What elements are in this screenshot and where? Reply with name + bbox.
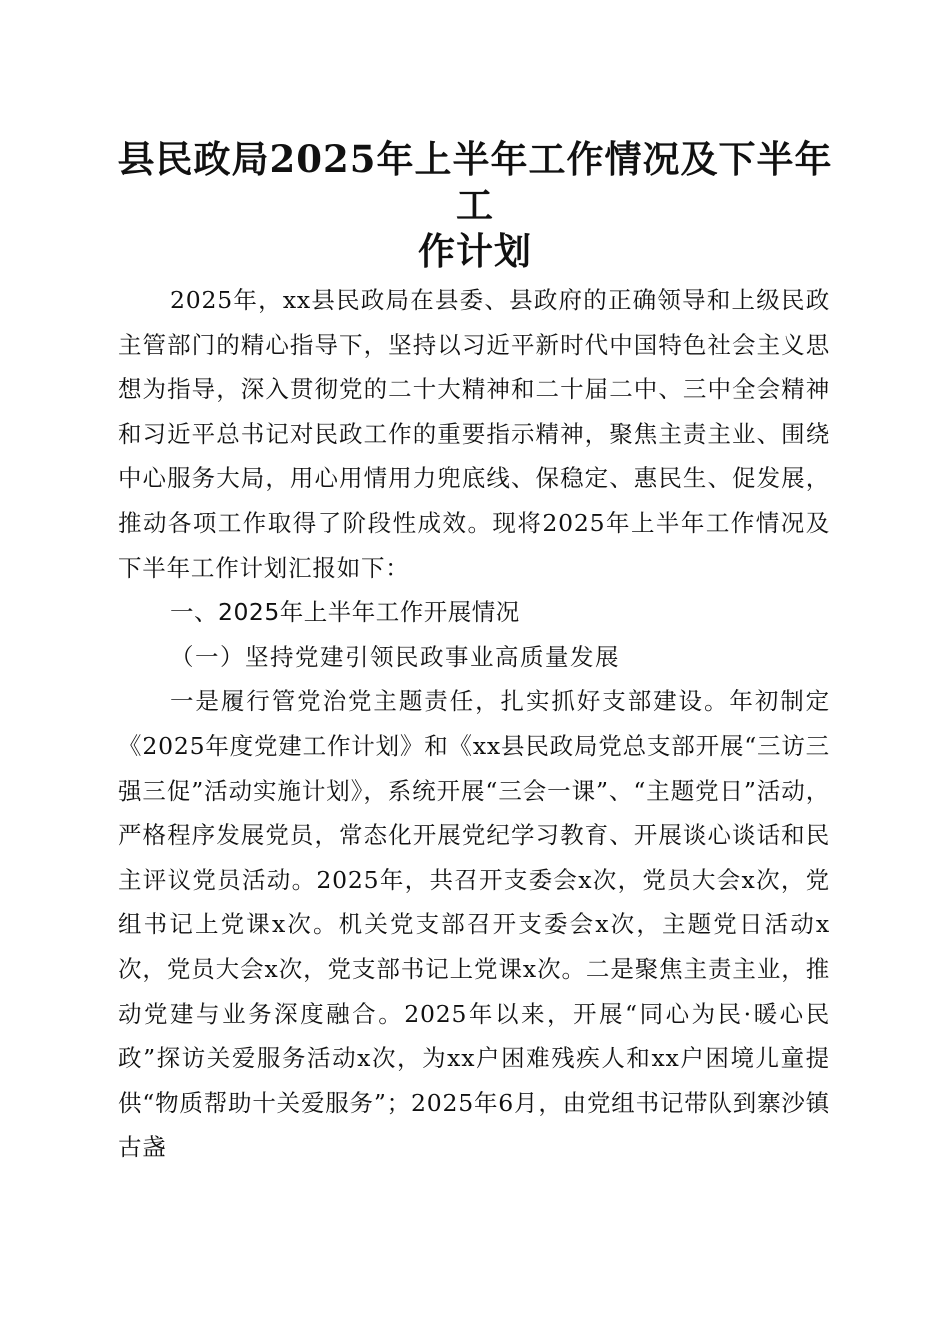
section-heading: 一、2025年上半年工作开展情况: [170, 598, 520, 627]
document-title-line-1: 县民政局2025年上半年工作情况及下半年工: [117, 137, 833, 227]
subsection-heading: （一）坚持党建引领民政事业高质量发展: [170, 642, 620, 671]
document-body: [118, 278, 830, 1170]
document-title-line-2: 作计划: [418, 229, 532, 273]
body-paragraph: 一是履行管党治党主题责任，扎实抓好支部建设。年初制定《2025年度党建工作计划》和《xx县民政局党总支部开展“三访三强三促”活动实施计划》，系统开展“三会一课”、“主题党日”活动，严格程序发展党员，常态化开展党纪学习教育、开展谈心谈话和民主评议党员活动。2025年，共召开支委会x次，党员大会x次，党组书记上党课x次。机关党支部召开支委会x次，主题党日活动x次，党员大会x次，党支部书记上党课x次。二是聚焦主责主业，推动党建与业务深度融合。2025年以来，开展“同心为民·暖心民政”探访关爱服务活动x次，为xx户困难残疾人和xx户困境儿童提供“物质帮助十关爱服务”；2025年6月，由党组书记带队到寨沙镇古盏: [118, 687, 830, 1162]
intro-paragraph: 2025年，xx县民政局在县委、县政府的正确领导和上级民政主管部门的精心指导下，坚持以习近平新时代中国特色社会主义思想为指导，深入贯彻党的二十大精神和二十届二中、三中全会精神和习近平总书记对民政工作的重要指示精神，聚焦主责主业、围绕中心服务大局，用心用情用力兜底线、保稳定、惠民生、促发展，推动各项工作取得了阶段性成效。现将2025年上半年工作情况及下半年工作计划汇报如下：: [118, 286, 830, 582]
document-title: [110, 136, 840, 274]
